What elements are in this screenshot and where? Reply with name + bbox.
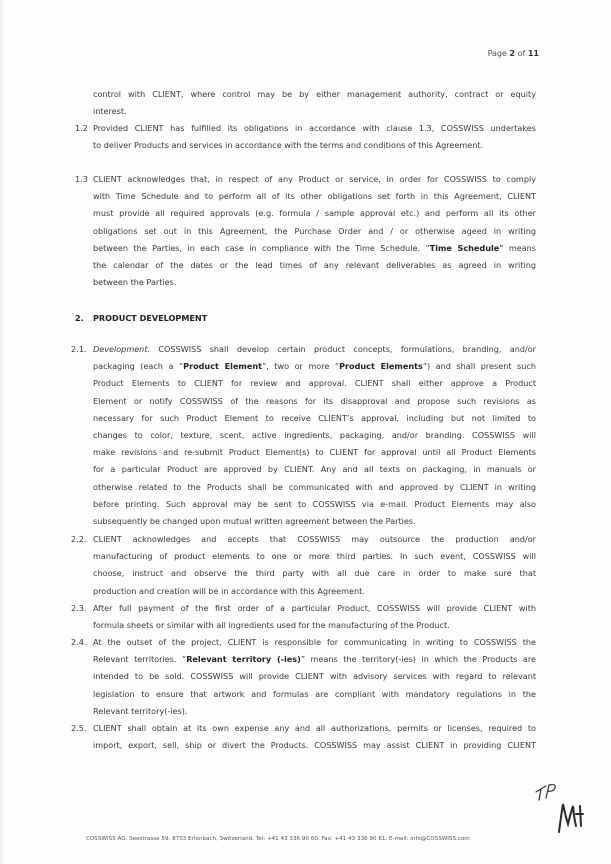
text-line: intended to be sold. COSSWISS will provide CLIENT with advisory services with regard to relevant (93, 671, 536, 682)
text-span: . COSSWISS shall develop certain product concepts, formulations, branding, and/or (147, 344, 536, 354)
text-line: with Time Schedule and to perform all of its other obligations set forth in this Agreement, CLIENT (93, 191, 536, 202)
text-line: CLIENT acknowledges that, in respect of any Product or service, in order for COSSWISS to comply (93, 174, 536, 184)
text-line: Element or notify COSSWISS of the reasons for its disapproval and propose such revisions as (93, 395, 536, 406)
clause-continuation (93, 86, 536, 120)
clause-number: 1.2 (75, 123, 88, 133)
text-line: CLIENT shall obtain at its own expense any and all authorizations, permits or licenses, required to (93, 723, 536, 733)
text-line: manufacturing of product elements to one or more third parties. In such event, COSSWISS will (93, 551, 536, 562)
text-span: packaging (each a “ (93, 361, 184, 372)
text-line: changes to color, texture, scent, active ingredients, packaging, and/or branding. COSSWISS will (93, 429, 536, 440)
text-line: Provided CLIENT has fulfilled its obligations in accordance with clause 1.3, COSSWISS undertakes (93, 123, 536, 133)
text-line (93, 341, 536, 358)
text-line: Relevant territory(-ies). (93, 705, 188, 716)
text-line: must provide all required approvals (e.g. formula / sample approval etc.) and perform all its other (93, 208, 536, 219)
defined-term: Time Schedule (429, 242, 500, 253)
footer-address: COSSWISS AG, Seestrasse 59, 8703 Erlenbach, Switzerland, Tel: +41 43 336 90 60, Fax: +41 43 336 90 61, E-mail: info@COSSWISS.com (86, 836, 470, 842)
clause-2-1 (71, 341, 536, 530)
text-line: CLIENT acknowledges and accepts that COSSWISS may outsource the production and/or (93, 534, 536, 544)
clause-2-4 (71, 634, 536, 720)
text-span: ” means the territory(-ies) in which the Products are (300, 654, 536, 665)
page-total: 11 (527, 49, 539, 58)
defined-term: Product Element (183, 361, 262, 372)
text-line: production and creation will be in accordance with this Agreement. (93, 585, 365, 596)
text-line: obligations set out in this Agreement, the Purchase Order and / or otherwise ageed in writing (93, 225, 536, 236)
text-line: necessary for such Product Element to receive CLIENT’s approval, including but not limited to (93, 412, 536, 423)
clause-number: 2.5. (71, 723, 87, 733)
initials-mh-icon (556, 796, 586, 836)
text-line: the calendar of the dates or the lead times of any relevant deliverables as agreed in writing (93, 259, 536, 270)
defined-term: Relevant territory (-ies) (186, 654, 301, 665)
text-line: to deliver Products and services in accordance with the terms and conditions of this Agreement. (93, 140, 484, 151)
clause-number: 2.3. (71, 603, 87, 613)
section-title: PRODUCT DEVELOPMENT (93, 313, 208, 323)
clause-number: 2.1. (71, 344, 87, 354)
page-current: 2 (509, 49, 516, 58)
page-edge (0, 0, 3, 864)
page-label: Page (487, 49, 510, 58)
text-line: formula sheets or similar with all ingredients used for the manufacturing of the Product. (93, 620, 450, 631)
clause-number: 2.2. (71, 534, 87, 544)
text-line: between the Parties. (93, 277, 177, 288)
text-line: for a particular Product are approved by CLIENT. Any and all texts on packaging, in manuals or (93, 464, 536, 475)
text-line: choose, instruct and observe the third party with all due care in order to make sure that (93, 568, 536, 579)
text-line (93, 358, 536, 375)
text-line (93, 240, 536, 257)
clause-1-2 (75, 120, 536, 154)
text-line: subsequently be changed upon mutual written agreement between the Parties. (93, 515, 416, 526)
text-line: Product Elements to CLIENT for review and approval. CLIENT shall either approve a Product (93, 378, 536, 389)
text-span: ”) and shall present such (422, 361, 536, 372)
text-span: Relevant territories. “ (93, 654, 187, 665)
clause-2-3 (71, 600, 536, 634)
section-number: 2. (75, 313, 84, 323)
clause-number: 1.3 (75, 174, 88, 184)
text-line: legislation to ensure that artwork and formulas are compliant with mandatory regulations in the (93, 688, 536, 699)
text-line: otherwise related to the Products shall be communicated with and approved by CLIENT in writing (93, 481, 536, 492)
text-line: At the outset of the project, CLIENT is responsible for communicating in writing to COSSWISS the (93, 637, 536, 647)
section-heading (75, 310, 536, 327)
text-line: interest. (93, 106, 127, 117)
clause-1-3 (75, 171, 536, 291)
text-line: make revisions and re-submit Product Element(s) to CLIENT for approval until all Product Elements (93, 447, 536, 458)
clause-2-2 (71, 531, 536, 600)
clause-heading-italic: Development (93, 344, 148, 354)
text-span: ” means (499, 242, 536, 253)
defined-term: Product Elements (339, 361, 423, 372)
page-number (488, 49, 539, 58)
text-line: After full payment of the first order of a particular Product, COSSWISS will provide CLIENT with (93, 603, 536, 613)
text-span: between the Parties, in each case in compliance with the Time Schedule. “ (93, 242, 430, 253)
text-span: ”, two or more “ (262, 361, 340, 372)
text-line (93, 651, 536, 668)
clause-number: 2.4. (71, 637, 87, 647)
text-line: control with CLIENT, where control may be by either management authority, contract or equity (93, 89, 536, 99)
text-line: import, export, sell, ship or divert the Products. COSSWISS may assist CLIENT in providing CLIENT (93, 740, 536, 751)
page-of: of (515, 49, 528, 58)
text-line: before printing. Such approval may be sent to COSSWISS via e-mail. Product Elements may also (93, 498, 536, 509)
clause-2-5 (71, 720, 536, 754)
